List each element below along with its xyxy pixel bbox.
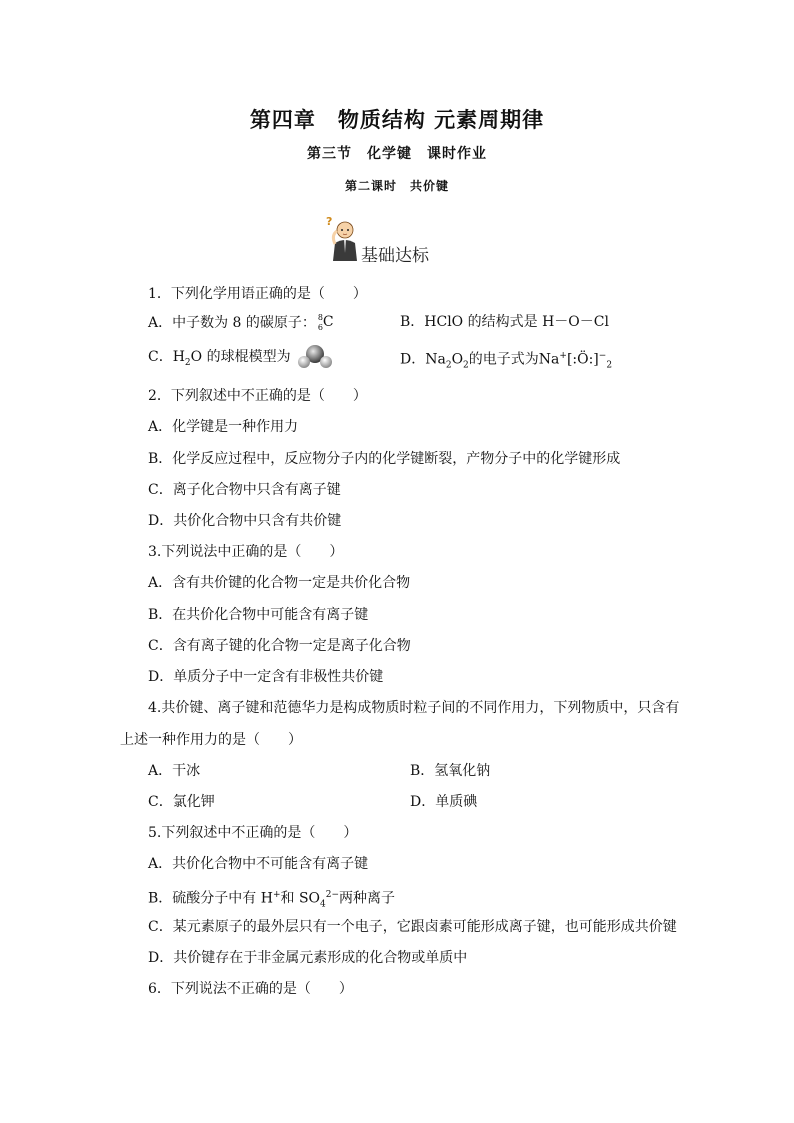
q5-b-sup2: 2− [325, 890, 340, 900]
q1-d-sub3: 2 [606, 360, 613, 371]
q1-d-sub2: 2 [463, 360, 469, 371]
ball-and-stick-model-icon [295, 344, 335, 370]
q4-stem-line2: 上述一种作用力的是（ ） [120, 732, 302, 748]
isotope-symbol: C [322, 314, 334, 330]
svg-text:?: ? [326, 215, 333, 228]
carbon-isotope [316, 312, 334, 332]
q1-c-sub: 2 [184, 357, 191, 368]
q1-option-d [400, 346, 612, 375]
chapter-title: 第四章 物质结构 元素周期律 [249, 108, 545, 132]
q3-stem: 3.下列说法中正确的是（ ） [148, 544, 344, 560]
lesson-title: 第二课时 共价键 [344, 179, 449, 193]
section-badge [325, 213, 485, 266]
q1-c-suffix: O 的球棍模型为 [190, 349, 291, 365]
q3-option-b: B．在共价化合物中可能含有离子键 [148, 607, 369, 623]
q1-d-charge: − [598, 351, 607, 361]
q4-option-b: B．氢氧化钠 [410, 763, 491, 779]
q1-d-suffix: 的电子式为 [468, 351, 539, 368]
q5-option-b [148, 885, 395, 914]
q1-a-text: A．中子数为 8 的碳原子： [148, 315, 316, 331]
section-title: 第三节 化学键 课时作业 [307, 146, 487, 162]
q2-option-a: A．化学键是一种作用力 [148, 419, 299, 435]
badge-label: 基础达标 [361, 246, 429, 266]
q5-stem: 5.下列叙述中不正确的是（ ） [148, 825, 358, 841]
q1-d-electron-dot: [:Ö:] [566, 351, 599, 368]
q1-option-b: B．HClO 的结构式是 H－O－Cl [400, 314, 609, 330]
q5-option-d: D．共价键存在于非金属元素形成的化合物或单质中 [148, 950, 468, 966]
q5-b-prefix: B．硫酸分子中有 H [148, 890, 273, 907]
q5-b-sup1: + [272, 890, 281, 900]
q1-option-a [148, 312, 334, 333]
q6-stem: 6．下列说法不正确的是（ ） [148, 981, 353, 997]
q5-option-a: A．共价化合物中不可能含有离子键 [148, 856, 369, 872]
q1-stem: 1．下列化学用语正确的是（ ） [148, 286, 367, 302]
q3-option-d: D．单质分子中一定含有非极性共价键 [148, 669, 384, 685]
q3-option-a: A．含有共价键的化合物一定是共价化合物 [148, 575, 411, 591]
isotope-number: 6 [317, 323, 324, 332]
q5-b-mid: 和 SO [280, 890, 321, 907]
q2-stem: 2．下列叙述中不正确的是（ ） [148, 388, 367, 404]
q1-d-mid: O [451, 351, 464, 368]
q4-option-c: C．氯化钾 [148, 794, 215, 810]
q3-option-c: C．含有离子键的化合物一定是离子化合物 [148, 638, 411, 654]
q1-c-prefix: C．H [148, 349, 185, 365]
q5-b-suffix: 两种离子 [339, 890, 396, 907]
q1-d-sub1: 2 [445, 360, 452, 371]
q5-b-sub: 4 [320, 899, 326, 910]
q1-option-c [148, 344, 335, 373]
q2-option-c: C．离子化合物中只含有离子键 [148, 482, 341, 498]
na-charge: + [559, 351, 567, 361]
isotope-mass: 8 [317, 313, 324, 322]
q4-option-d: D．单质碘 [410, 794, 478, 810]
q1-d-formula: Na [538, 351, 560, 368]
q2-option-b: B．化学反应过程中，反应物分子内的化学键断裂，产物分子中的化学键形成 [148, 451, 621, 467]
q4-option-a: A．干冰 [148, 763, 201, 779]
q4-stem-line1: 4.共价键、离子键和范德华力是构成物质时粒子间的不同作用力，下列物质中，只含有 [148, 700, 680, 716]
q1-d-prefix: D．Na [400, 351, 446, 368]
student-thinking-icon [325, 213, 361, 263]
q2-option-d: D．共价化合物中只含有共价键 [148, 513, 342, 529]
q5-option-c: C．某元素原子的最外层只有一个电子，它跟卤素可能形成离子键，也可能形成共价键 [148, 919, 677, 935]
